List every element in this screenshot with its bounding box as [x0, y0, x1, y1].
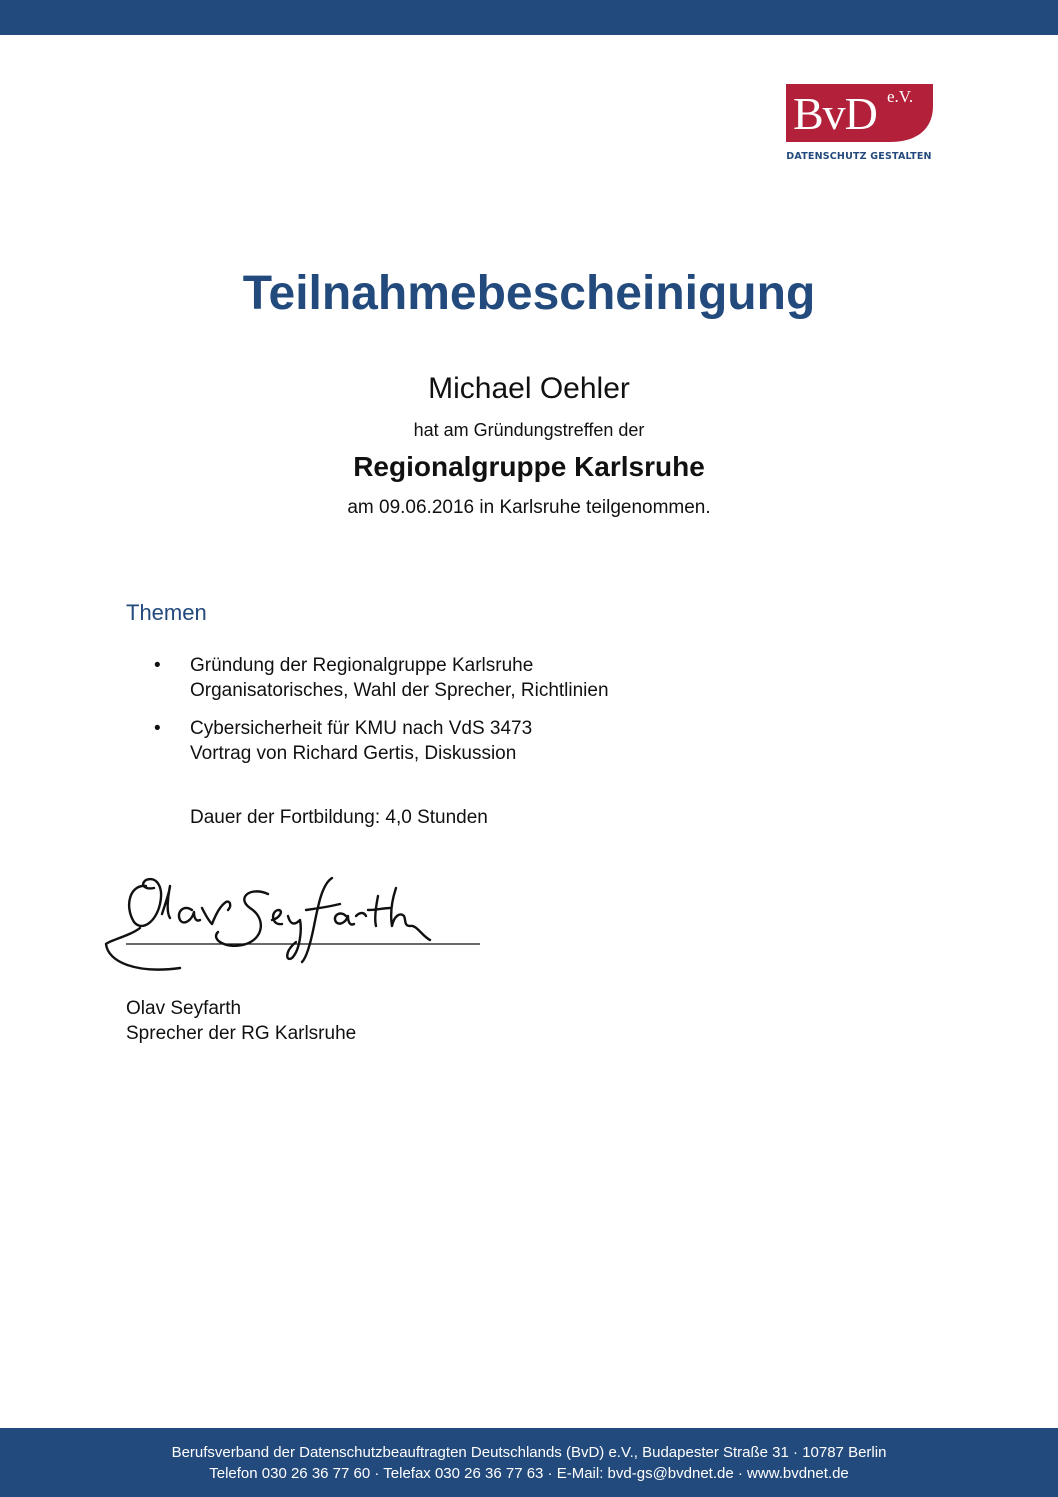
- logo-tagline: DATENSCHUTZ GESTALTEN: [786, 151, 932, 162]
- topic-title: Gründung der Regionalgruppe Karlsruhe: [190, 655, 534, 676]
- bullet-icon: •: [154, 718, 161, 739]
- topic-title: Cybersicherheit für KMU nach VdS 3473: [190, 718, 533, 739]
- certificate-title: Teilnahmebescheinigung: [242, 267, 816, 320]
- topics-heading: Themen: [126, 600, 207, 625]
- date-line: am 09.06.2016 in Karlsruhe teilgenommen.: [347, 497, 711, 518]
- topic-description: Organisatorisches, Wahl der Sprecher, Richtlinien: [190, 680, 609, 701]
- topic-item: [154, 716, 854, 766]
- bullet-icon: •: [154, 655, 161, 676]
- handwritten-signature: [100, 866, 485, 976]
- topic-description: Vortrag von Richard Gertis, Diskussion: [190, 743, 517, 764]
- group-name: Regionalgruppe Karlsruhe: [353, 451, 705, 482]
- footer-address: Berufsverband der Datenschutzbeauftragten Deutschlands (BvD) e.V., Budapester Straße 31 · 10787 Berlin: [171, 1444, 887, 1461]
- logo-wordmark: BvD: [793, 88, 877, 139]
- footer-contact: Telefon 030 26 36 77 60 · Telefax 030 26 36 77 63 · E-Mail: bvd-gs@bvdnet.de · www.bvdnet.de: [209, 1465, 849, 1482]
- intro-text: hat am Gründungstreffen der: [413, 420, 645, 440]
- participant-name: Michael Oehler: [428, 372, 630, 405]
- bvd-logo: [783, 84, 935, 166]
- footer-bar: [0, 1428, 1058, 1497]
- topic-item: [154, 653, 854, 703]
- duration-text: Dauer der Fortbildung: 4,0 Stunden: [190, 807, 488, 828]
- logo-suffix: e.V.: [887, 87, 914, 106]
- signer-role: Sprecher der RG Karlsruhe: [126, 1023, 357, 1044]
- header-bar: [0, 0, 1058, 35]
- signer-name: Olav Seyfarth: [126, 998, 242, 1019]
